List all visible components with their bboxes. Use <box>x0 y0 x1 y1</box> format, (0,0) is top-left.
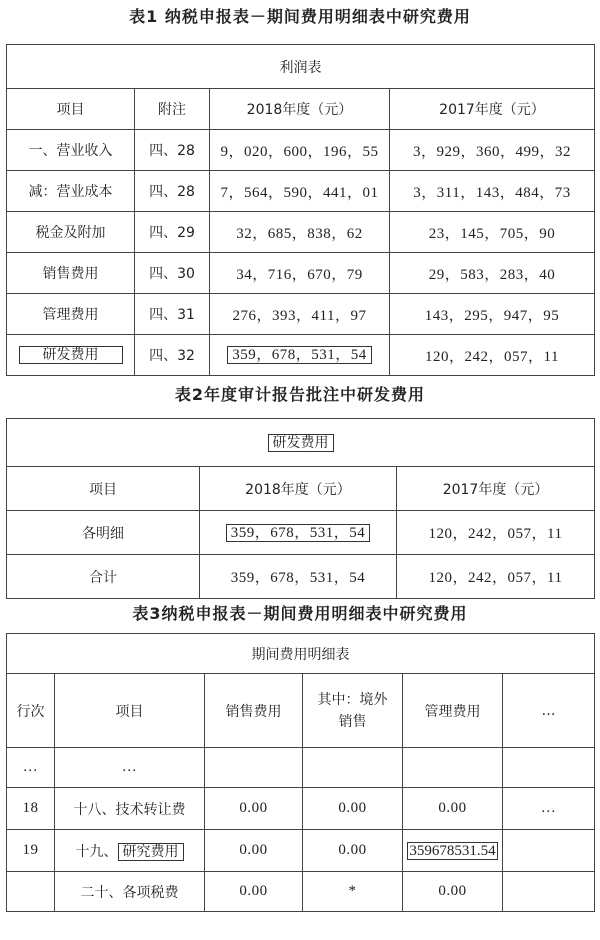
table-row <box>7 294 595 335</box>
row-item: 合计 <box>7 555 200 599</box>
audit-rd-table <box>6 418 595 599</box>
row-item: … <box>55 748 205 788</box>
table-row <box>7 253 595 294</box>
row-item-cell <box>7 335 135 376</box>
row-2018: 34，716，670，79 <box>210 253 390 294</box>
header-item: 项目 <box>55 674 205 748</box>
highlight-box-detail-2018: 359，678，531，54 <box>226 524 371 542</box>
row-note: 四、30 <box>135 253 210 294</box>
header-2018: 2018年度（元） <box>200 467 397 511</box>
row-more <box>503 830 595 872</box>
row-2018: 32，685，838，62 <box>210 212 390 253</box>
row-2018-cell <box>210 335 390 376</box>
row-item: 二十、各项税费 <box>55 872 205 912</box>
table-row <box>7 335 595 376</box>
row-2017: 23，145，705，90 <box>390 212 595 253</box>
row-note: 四、28 <box>135 171 210 212</box>
row-admin: 0.00 <box>403 788 503 830</box>
row-item: 税金及附加 <box>7 212 135 253</box>
row-2017: 120，242，057，11 <box>397 555 595 599</box>
row-note: 四、32 <box>135 335 210 376</box>
table-row <box>7 872 595 912</box>
row-overseas: * <box>303 872 403 912</box>
row-overseas <box>303 748 403 788</box>
row-more <box>503 872 595 912</box>
row-overseas: 0.00 <box>303 788 403 830</box>
highlight-box-rd-2018: 359，678，531，54 <box>227 346 372 364</box>
income-statement-table <box>6 44 595 376</box>
row-2018: 9，020，600，196，55 <box>210 130 390 171</box>
row-item: 减：营业成本 <box>7 171 135 212</box>
row-item: 一、营业收入 <box>7 130 135 171</box>
row-admin <box>403 748 503 788</box>
table-row <box>7 555 595 599</box>
row-line <box>7 872 55 912</box>
row-2017: 143，295，947，95 <box>390 294 595 335</box>
row-sales <box>205 748 303 788</box>
header-item: 项目 <box>7 467 200 511</box>
header-sales: 销售费用 <box>205 674 303 748</box>
header-item: 项目 <box>7 89 135 130</box>
header-overseas-sales: 其中：境外销售 <box>303 674 403 748</box>
row-more <box>503 748 595 788</box>
table-row <box>7 130 595 171</box>
row-admin-cell <box>403 830 503 872</box>
row-item: 各明细 <box>7 511 200 555</box>
highlight-box-rd-label: 研发费用 <box>19 346 123 364</box>
table-row <box>7 511 595 555</box>
table-row <box>7 171 595 212</box>
row-note: 四、28 <box>135 130 210 171</box>
table1-title: 利润表 <box>7 45 595 89</box>
header-note: 附注 <box>135 89 210 130</box>
table-row <box>7 830 595 872</box>
header-2017: 2017年度（元） <box>397 467 595 511</box>
row-item-prefix: 十九、 <box>75 843 118 860</box>
row-note: 四、29 <box>135 212 210 253</box>
row-note: 四、31 <box>135 294 210 335</box>
table2-title-cell <box>7 419 595 467</box>
row-2018-cell <box>200 511 397 555</box>
expense-detail-table <box>6 633 595 912</box>
row-item: 十八、技术转让费 <box>55 788 205 830</box>
row-item-cell <box>55 830 205 872</box>
highlight-box-research-label: 研究费用 <box>118 843 184 861</box>
row-item: 销售费用 <box>7 253 135 294</box>
row-line: 19 <box>7 830 55 872</box>
table-row <box>7 748 595 788</box>
row-admin: 0.00 <box>403 872 503 912</box>
row-2017: 120，242，057，11 <box>390 335 595 376</box>
row-2017: 3，311，143，484，73 <box>390 171 595 212</box>
highlight-box-research-admin: 359678531.54 <box>409 842 496 859</box>
row-sales: 0.00 <box>205 830 303 872</box>
row-item: 管理费用 <box>7 294 135 335</box>
header-admin: 管理费用 <box>403 674 503 748</box>
row-overseas: 0.00 <box>303 830 403 872</box>
table1-caption: 表1 纳税申报表－期间费用明细表中研究费用 <box>129 7 471 26</box>
row-line: 18 <box>7 788 55 830</box>
table3-caption: 表3纳税申报表－期间费用明细表中研究费用 <box>132 604 468 623</box>
row-sales: 0.00 <box>205 788 303 830</box>
header-2018: 2018年度（元） <box>210 89 390 130</box>
header-line: 行次 <box>7 674 55 748</box>
header-more: … <box>503 674 595 748</box>
row-2018: 7，564，590，441，01 <box>210 171 390 212</box>
row-2017: 120，242，057，11 <box>397 511 595 555</box>
row-sales: 0.00 <box>205 872 303 912</box>
row-line: … <box>7 748 55 788</box>
table-row <box>7 212 595 253</box>
row-2018: 359，678，531，54 <box>200 555 397 599</box>
table3-title: 期间费用明细表 <box>7 634 595 674</box>
row-2017: 3，929，360，499，32 <box>390 130 595 171</box>
row-more: … <box>503 788 595 830</box>
row-2018: 276，393，411，97 <box>210 294 390 335</box>
header-2017: 2017年度（元） <box>390 89 595 130</box>
row-2017: 29，583，283，40 <box>390 253 595 294</box>
highlight-box-rd-title: 研发费用 <box>268 434 334 452</box>
table2-caption: 表2年度审计报告批注中研发费用 <box>174 385 426 404</box>
table-row <box>7 788 595 830</box>
